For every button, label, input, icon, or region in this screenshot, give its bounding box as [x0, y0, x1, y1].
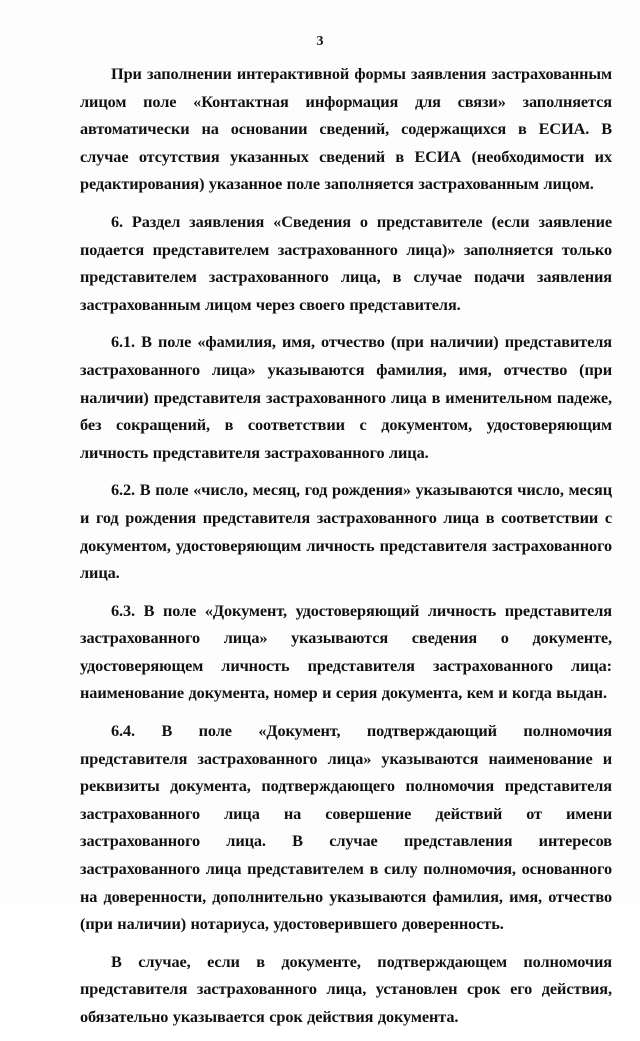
paragraph-6-4: 6.4. В поле «Документ, подтверждающий полномочия представителя застрахованного лица» указываются наименование и реквизиты документа, подтверждающего полномочия представителя застрахованного лица на совершение действий от имени застрахованного лица. В случае представления интересов застрахованного лица представителем в силу полномочия, основанного на доверенности, дополнительно указываются фамилия, имя, отчество (при наличии) нотариуса, удостоверившего доверенность. — [80, 721, 612, 934]
page-number: 3 — [316, 34, 324, 49]
paragraph-6-1: 6.1. В поле «фамилия, имя, отчество (при наличии) представителя застрахованного лица» указываются фамилия, имя, отчество (при наличии) представителя застрахованного лица в именительном падеже, без сокращений, в соответствии с документом, удостоверяющим личность представителя застрахованного лица. — [80, 332, 612, 462]
paragraph-validity-period: В случае, если в документе, подтверждающем полномочия представителя застрахованного лица, установлен срок его действия, обязательно указывается срок действия документа. — [80, 951, 612, 1026]
paragraph-section-6: 6. Раздел заявления «Сведения о представителе (если заявление подается представителем застрахованного лица)» заполняется только представителем застрахованного лица, в случае подачи заявления застрахованным лицом через своего представителя. — [80, 211, 612, 314]
paragraph-6-3: 6.3. В поле «Документ, удостоверяющий личность представителя застрахованного лица» указываются сведения о документе, удостоверяющем личность представителя застрахованного лица: наименование документа, номер и серия документа, кем и когда выдан. — [80, 600, 612, 703]
paragraph-contact-info: При заполнении интерактивной формы заявления застрахованным лицом поле «Контактная информация для связи» заполняется автоматически на основании сведений, содержащихся в ЕСИА. В случае отсутствия указанных сведений в ЕСИА (необходимости их редактирования) указанное поле заполняется застрахованным лицом. — [80, 64, 612, 194]
paragraph-6-2: 6.2. В поле «число, месяц, год рождения» указываются число, месяц и год рождения представителя застрахованного лица в соответствии с документом, удостоверяющим личность представителя застрахованного лица. — [80, 480, 612, 583]
document-body — [80, 60, 612, 1041]
